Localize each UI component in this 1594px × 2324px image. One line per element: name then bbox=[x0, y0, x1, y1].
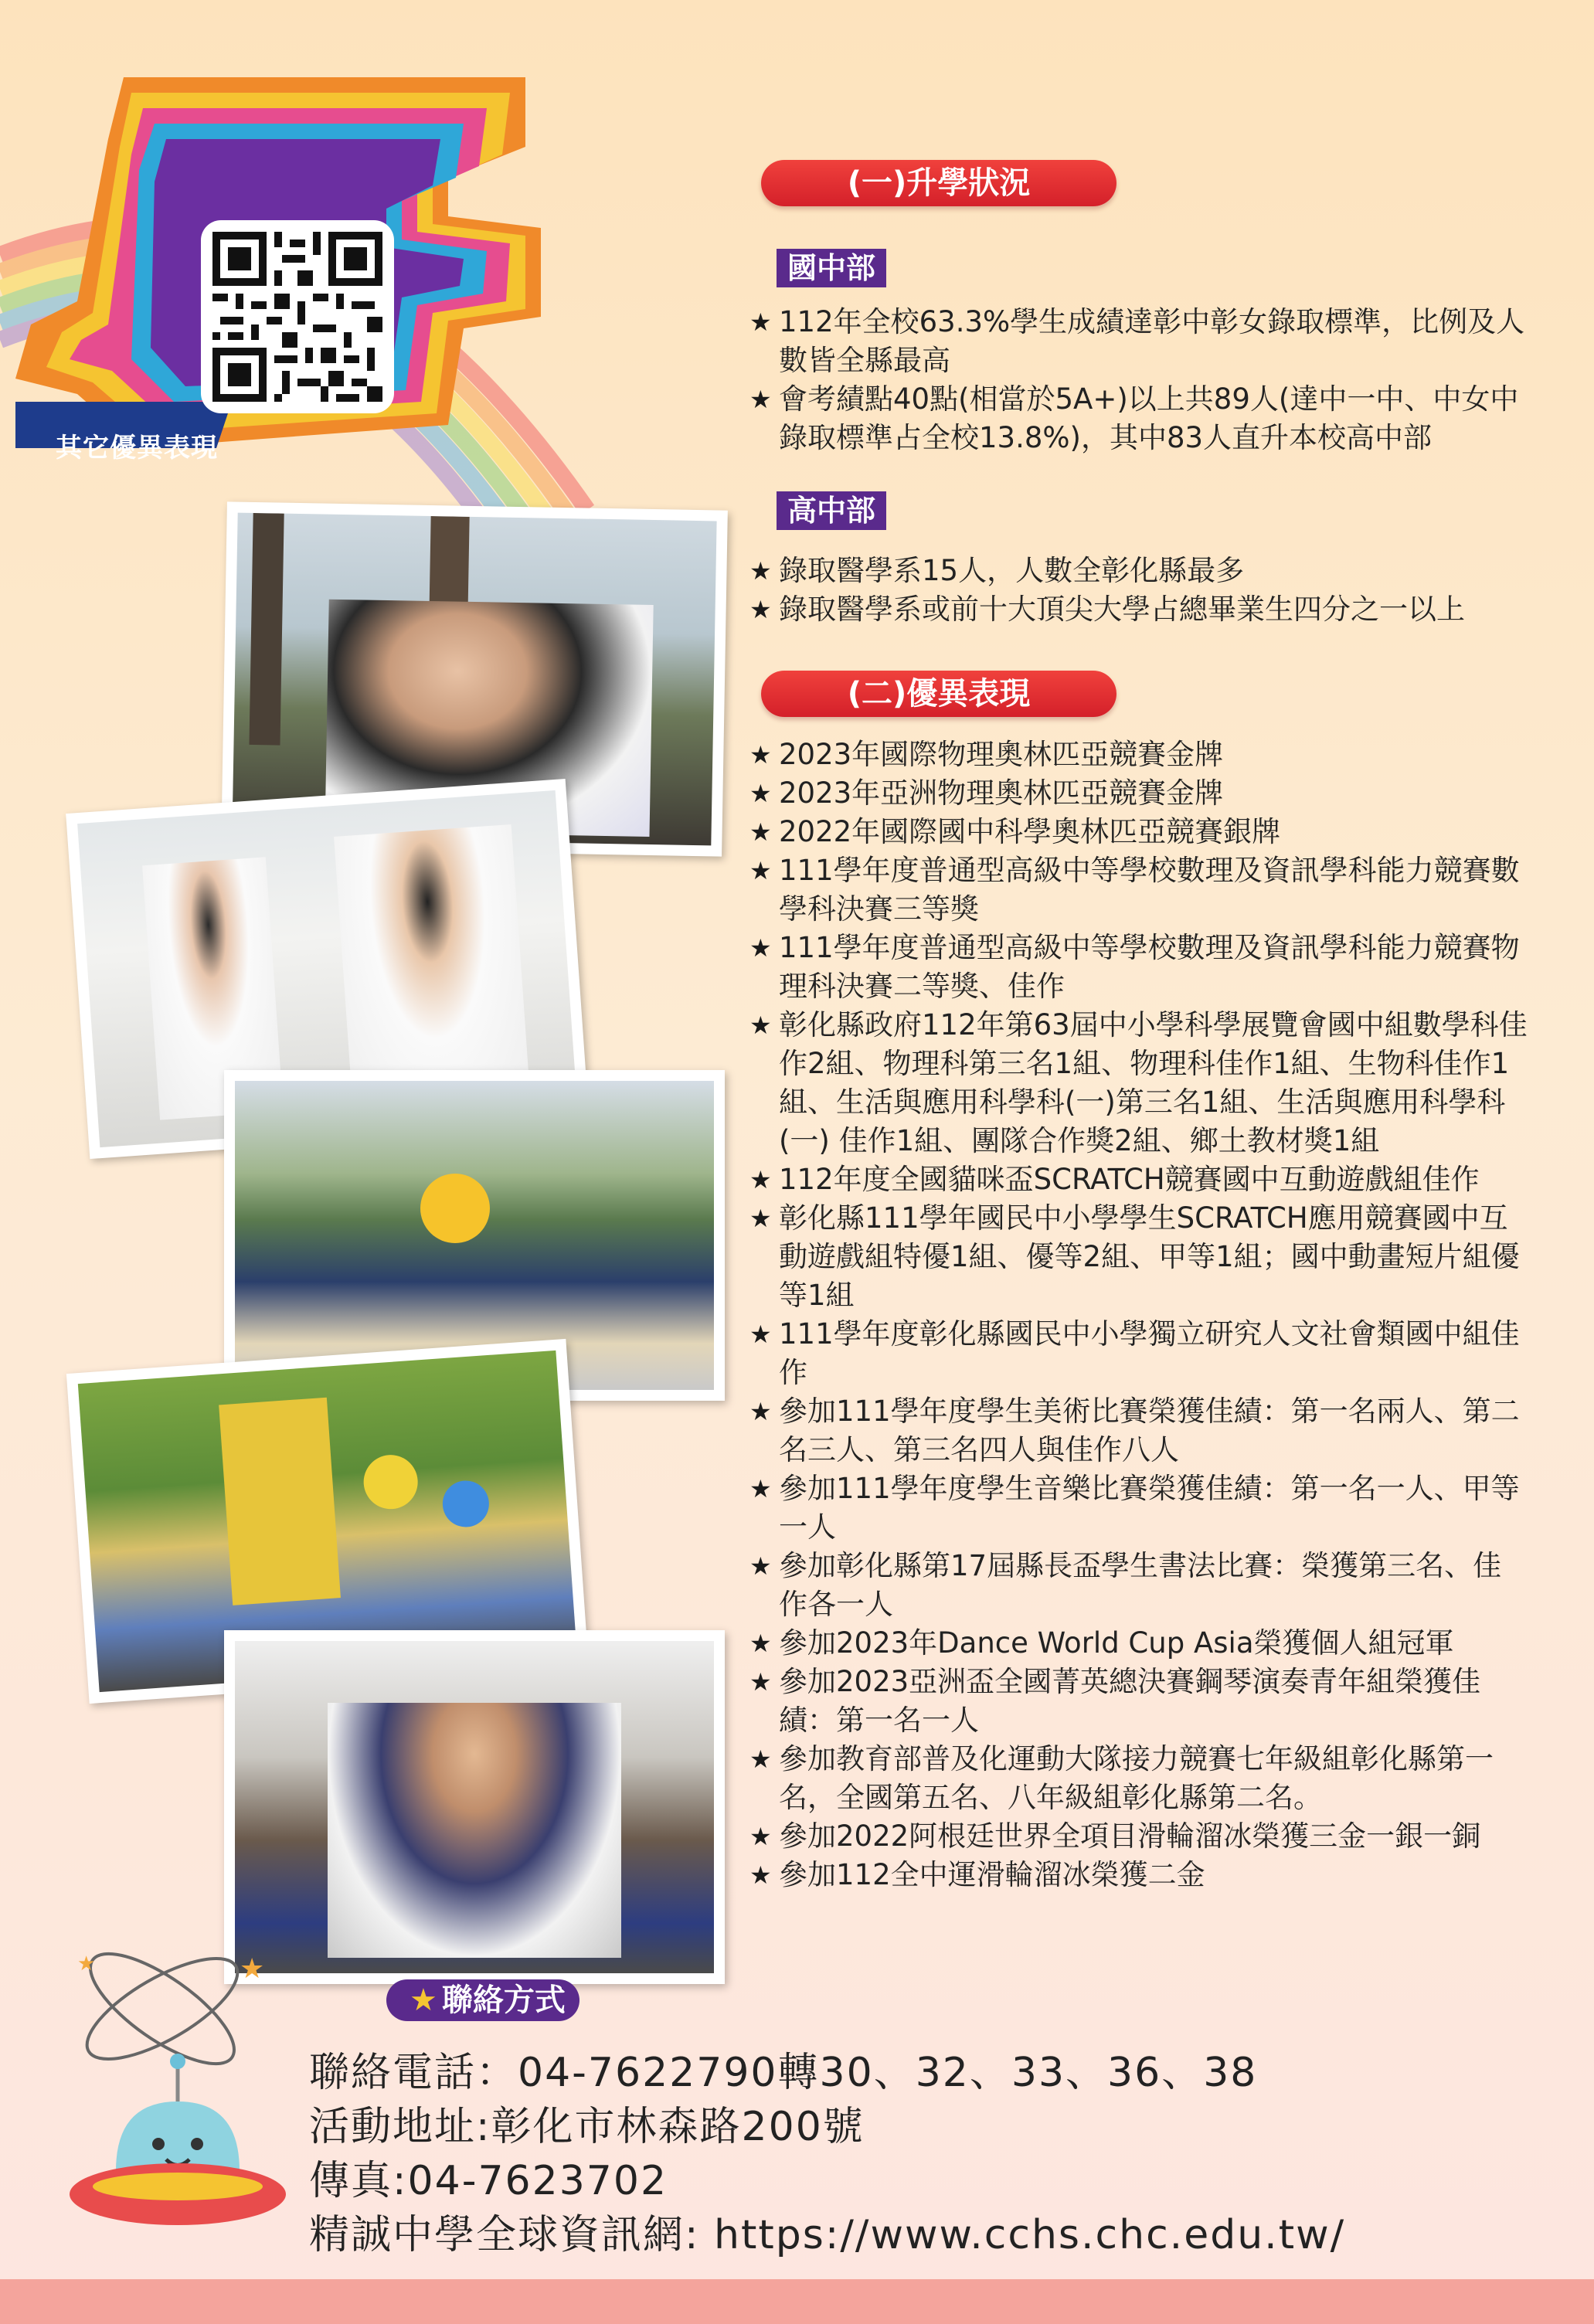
list-item: ★ 111學年度普通型高級中等學校數理及資訊學科能力競賽物理科決賽二等獎、佳作 bbox=[749, 929, 1530, 1006]
junior-list bbox=[749, 303, 1530, 457]
bottom-band bbox=[0, 2279, 1594, 2324]
list-item: ★ 參加112全中運滑輪溜冰榮獲二金 bbox=[749, 1856, 1530, 1894]
ufo-robot-icon bbox=[62, 1947, 325, 2241]
list-item: ★ 2023年亞洲物理奧林匹亞競賽金牌 bbox=[749, 774, 1530, 813]
star-icon: ★ bbox=[410, 1983, 437, 2018]
list-item: ★ 2023年國際物理奧林匹亞競賽金牌 bbox=[749, 736, 1530, 774]
senior-tag: 高中部 bbox=[777, 491, 886, 530]
photo-teachers-thumbs-up bbox=[224, 1630, 725, 1984]
list-item: ★ 111學年度普通型高級中等學校數理及資訊學科能力競賽數學科決賽三等獎 bbox=[749, 851, 1530, 929]
qr-emblem bbox=[15, 62, 541, 464]
list-item: ★ 參加教育部普及化運動大隊接力競賽七年級組彰化縣第一名，全國第五名、八年級組彰化縣第二名。 bbox=[749, 1740, 1530, 1817]
list-item: ★ 參加2023年Dance World Cup Asia榮獲個人組冠軍 bbox=[749, 1624, 1530, 1663]
list-item: ★ 會考績點40點(相當於5A+)以上共89人(達中一中、中女中錄取標準占全校13.8%)，其中83人直升本校高中部 bbox=[749, 380, 1530, 457]
qr-code[interactable] bbox=[201, 220, 394, 413]
senior-list bbox=[749, 552, 1530, 629]
contact-address: 活動地址:彰化市林森路200號 bbox=[309, 2104, 865, 2150]
list-item: ★ 參加111學年度學生美術比賽榮獲佳績：第一名兩人、第二名三人、第三名四人與佳作八人 bbox=[749, 1392, 1530, 1469]
list-item: ★ 彰化縣政府112年第63屆中小學科學展覽會國中組數學科佳作2組、物理科第三名1組、物理科佳作1組、生物科佳作1組、生活與應用科學科(一)第三名1組、生活與應用科學科(一) 佳作1組、團隊合作獎2組、鄉土教材獎1組 bbox=[749, 1006, 1530, 1160]
contact-website[interactable]: 精誠中學全球資訊網: https://www.cchs.chc.edu.tw/ bbox=[309, 2212, 1346, 2258]
list-item: ★ 參加2023亞洲盃全國菁英總決賽鋼琴演奏青年組榮獲佳績：第一名一人 bbox=[749, 1663, 1530, 1740]
svg-text:★: ★ bbox=[77, 1952, 96, 1976]
list-item: ★ 參加111學年度學生音樂比賽榮獲佳績：第一名一人、甲等一人 bbox=[749, 1469, 1530, 1547]
contact-fax: 傳真:04-7623702 bbox=[309, 2158, 668, 2204]
section1-title: (一)升學狀況 bbox=[761, 160, 1116, 206]
list-item: ★ 112年度全國貓咪盃SCRATCH競賽國中互動遊戲組佳作 bbox=[749, 1160, 1530, 1199]
list-item: ★ 112年全校63.3%學生成績達彰中彰女錄取標準，比例及人數皆全縣最高 bbox=[749, 303, 1530, 380]
section2-title: (二)優異表現 bbox=[761, 671, 1116, 717]
list-item: ★ 參加彰化縣第17屆縣長盃學生書法比賽：榮獲第三名、佳作各一人 bbox=[749, 1547, 1530, 1624]
contact-phone: 聯絡電話：04-7622790轉30、32、33、36、38 bbox=[309, 2050, 1258, 2096]
list-item: ★ 參加2022阿根廷世界全項目滑輪溜冰榮獲三金一銀一銅 bbox=[749, 1817, 1530, 1856]
svg-text:★: ★ bbox=[240, 1953, 265, 1985]
junior-tag: 國中部 bbox=[777, 249, 886, 287]
qr-code-pattern bbox=[212, 232, 382, 402]
emblem-label: 其它優異表現 bbox=[56, 433, 218, 464]
contact-title bbox=[386, 1979, 579, 2021]
list-item: ★ 2022年國際國中科學奧林匹亞競賽銀牌 bbox=[749, 813, 1530, 851]
list-item: ★ 錄取醫學系15人，人數全彰化縣最多 bbox=[749, 552, 1530, 590]
achievements-list bbox=[749, 736, 1530, 1894]
contact-title-label: 聯絡方式 bbox=[441, 1983, 566, 2018]
list-item: ★ 錄取醫學系或前十大頂尖大學占總畢業生四分之一以上 bbox=[749, 590, 1530, 629]
list-item: ★ 彰化縣111學年國民中小學學生SCRATCH應用競賽國中互動遊戲組特優1組、優等2組、甲等1組；國中動畫短片組優等1組 bbox=[749, 1199, 1530, 1315]
list-item: ★ 111學年度彰化縣國民中小學獨立研究人文社會類國中組佳作 bbox=[749, 1315, 1530, 1392]
